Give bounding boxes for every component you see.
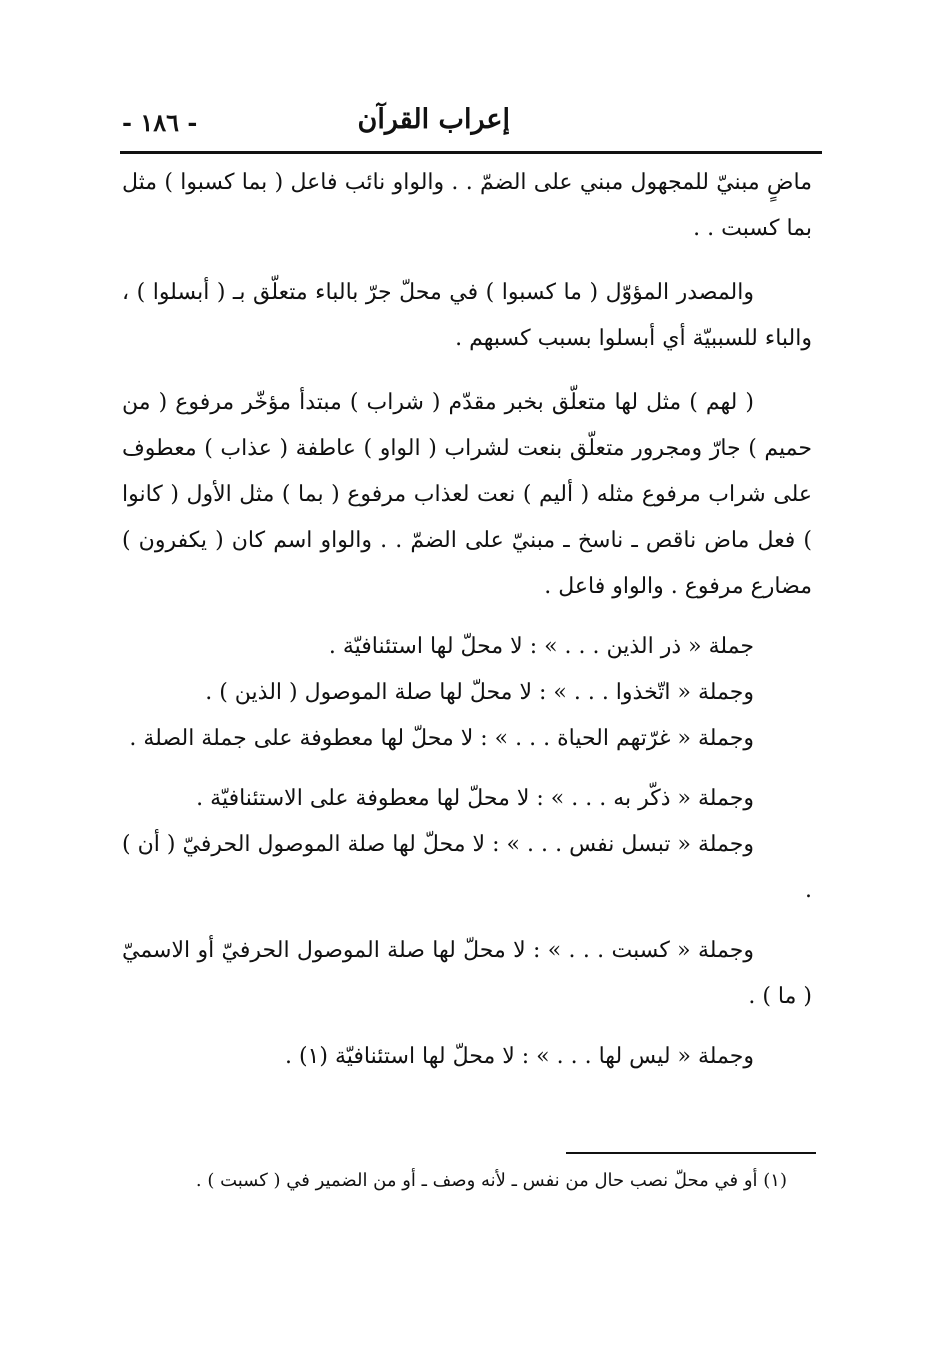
running-title: إعراب القرآن xyxy=(357,104,510,135)
sentence-role-1: جملة « ذر الذين . . . » : لا محلّ لها استئنافيّة . xyxy=(328,634,754,659)
sentence-role-2: وجملة « اتّخذوا . . . » : لا محلّ لها صلة الموصول ( الذين ) . xyxy=(205,680,754,705)
sentence-role-4: وجملة « ذكّر به . . . » : لا محلّ لها معطوفة على الاستئنافيّة . xyxy=(196,786,754,811)
sentence-role-5: وجملة « تبسل نفس . . . » : لا محلّ لها صلة الموصول الحرفيّ ( أن ) . xyxy=(122,832,812,903)
page-body xyxy=(122,160,812,1080)
header-rule xyxy=(120,151,822,154)
page-header xyxy=(122,100,822,150)
paragraph-3: ( لهم ) مثل لها متعلّق بخبر مقدّم ( شراب ) مبتدأ مؤخّر مرفوع ( من حميم ) جارّ ومجرور متعلّق بنعت لشراب ( الواو ) عاطفة ( عذاب ) معطوف على شراب مرفوع مثله ( أليم ) نعت لعذاب مرفوع ( بما ) مثل الأول ( كانوا ) فعل ماض ناقص ـ ناسخ ـ مبنيّ على الضمّ . . والواو اسم كان ( يكفرون ) مضارع مرفوع . والواو فاعل . xyxy=(122,390,812,599)
sentence-role-3: وجملة « غرّتهم الحياة . . . » : لا محلّ لها معطوفة على جملة الصلة . xyxy=(129,726,754,751)
paragraph-1: ماضٍ مبنيّ للمجهول مبني على الضمّ . . والواو نائب فاعل ( بما كسبوا ) مثل بما كسبت . . xyxy=(122,170,812,241)
footnote-rule xyxy=(566,1152,816,1154)
paragraph-2: والمصدر المؤوّل ( ما كسبوا ) في محلّ جرّ بالباء متعلّق بـ ( أبسلوا ) ، والباء للسببيّة أي أبسلوا بسبب كسبهم . xyxy=(122,280,812,351)
page-number: - ١٨٦ - xyxy=(122,108,198,137)
footnote: (١) أو في محلّ نصب حال من نفس ـ لأنه وصف ـ أو من الضمير في ( كسبت ) . xyxy=(195,1170,787,1191)
sentence-role-7: وجملة « ليس لها . . . » : لا محلّ لها استئنافيّة (١) . xyxy=(284,1044,754,1069)
sentence-role-6: وجملة « كسبت . . . » : لا محلّ لها صلة الموصول الحرفيّ أو الاسميّ ( ما ) . xyxy=(122,938,812,1009)
